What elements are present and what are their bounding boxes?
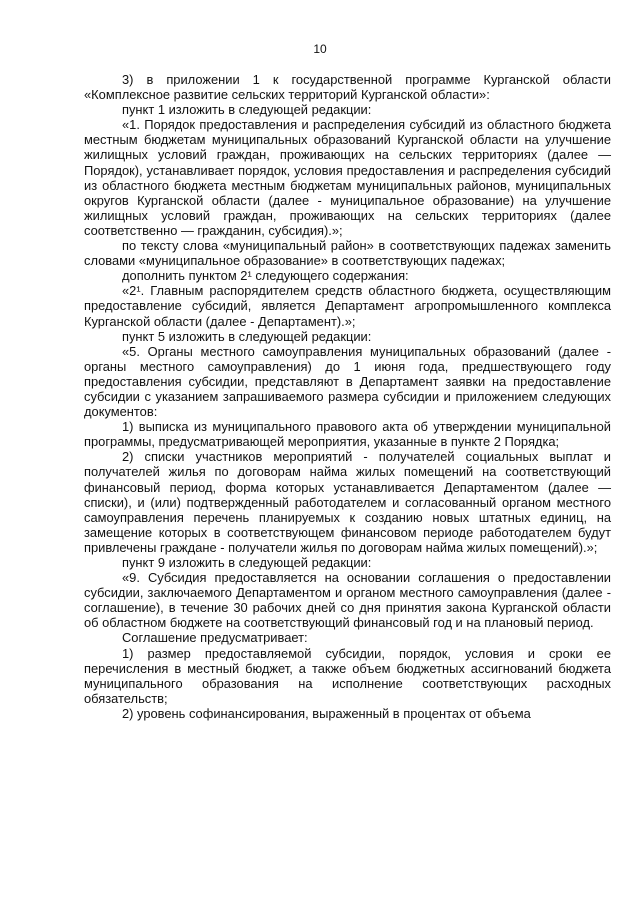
paragraph-point-2-1-text: «2¹. Главным распорядителем средств областного бюджета, осуществляющим предоставление субсидий, является Департамент агропромышленного комплекса Курганской области (далее - Департамент).»;	[84, 283, 611, 329]
paragraph-point-9-intro: пункт 9 изложить в следующей редакции:	[122, 555, 372, 570]
paragraph-amendment-3: 3) в приложении 1 к государственной программе Курганской области «Комплексное развитие сельских территорий Курганской области»:	[84, 72, 611, 103]
paragraph-replace-words: по тексту слова «муниципальный район» в соответствующих падежах заменить словами «муниципальное образование» в соответствующих падежах;	[84, 238, 611, 269]
paragraph-point-5-text: «5. Органы местного самоуправления муниципальных образований (далее - органы местного самоуправления) до 1 июня года, предшествующего году предоставления субсидии, представляют в Департамент заявки на предоставление субсидии с указанием запрашиваемого размера субсидии и приложением следующих документов:	[84, 343, 611, 420]
paragraph-agreement-item-1: 1) размер предоставляемой субсидии, порядок, условия и сроки ее перечисления в местный бюджет, а также объем бюджетных ассигнований бюджета муниципального образования на исполнение соответствующих расходных обязательств;	[84, 645, 611, 706]
paragraph-agreement-provides: Соглашение предусматривает:	[122, 630, 308, 646]
paragraph-point-1-intro: пункт 1 изложить в следующей редакции:	[122, 102, 372, 118]
paragraph-point-9-text: «9. Субсидия предоставляется на основании соглашения о предоставлении субсидии, заключаемого Департаментом и органом местного самоуправления (далее - соглашение), в течение 30 рабочих дней со дня принятия закона Курганской области об областном бюджете на соответствующий финансовый год и на плановый период.	[84, 570, 611, 631]
paragraph-point-1-text: «1. Порядок предоставления и распределения субсидий из областного бюджета местным бюджетам муниципальных образований Курганской области на улучшение жилищных условий граждан, проживающих на сельских территориях (далее — Порядок), устанавливает порядок, условия предоставления и распределения субсидий из областного бюджета местным бюджетам муниципальных районов, муниципальных округов Курганской области (далее - муниципальное образование) на улучшение жилищных условий граждан, проживающих на сельских территориях (далее соответственно — гражданин, субсидия).»;	[84, 117, 611, 238]
paragraph-item-1: 1) выписка из муниципального правового акта об утверждении муниципальной программы, предусматривающей мероприятия, указанные в пункте 2 Порядка;	[84, 419, 611, 450]
page-number: 10	[313, 42, 327, 56]
paragraph-agreement-item-2: 2) уровень софинансирования, выраженный в процентах от объема	[122, 705, 531, 721]
document-body	[84, 72, 611, 721]
paragraph-add-point-2-1: дополнить пунктом 2¹ следующего содержания:	[122, 268, 409, 284]
paragraph-point-5-intro: пункт 5 изложить в следующей редакции:	[122, 328, 372, 344]
paragraph-item-2: 2) списки участников мероприятий - получателей социальных выплат и получателей жилья по договорам найма жилых помещений на соответствующий финансовый период, форма которых устанавливается Департаментом (далее — списки), и (или) подтвержденный работодателем и согласованный органом местного самоуправления перечень планируемых к созданию новых штатных единиц, на замещение которых в соответствующем финансовом периоде работодателем будут привлечены граждане - получатели жилья по договорам найма жилых помещений).»;	[84, 449, 611, 555]
